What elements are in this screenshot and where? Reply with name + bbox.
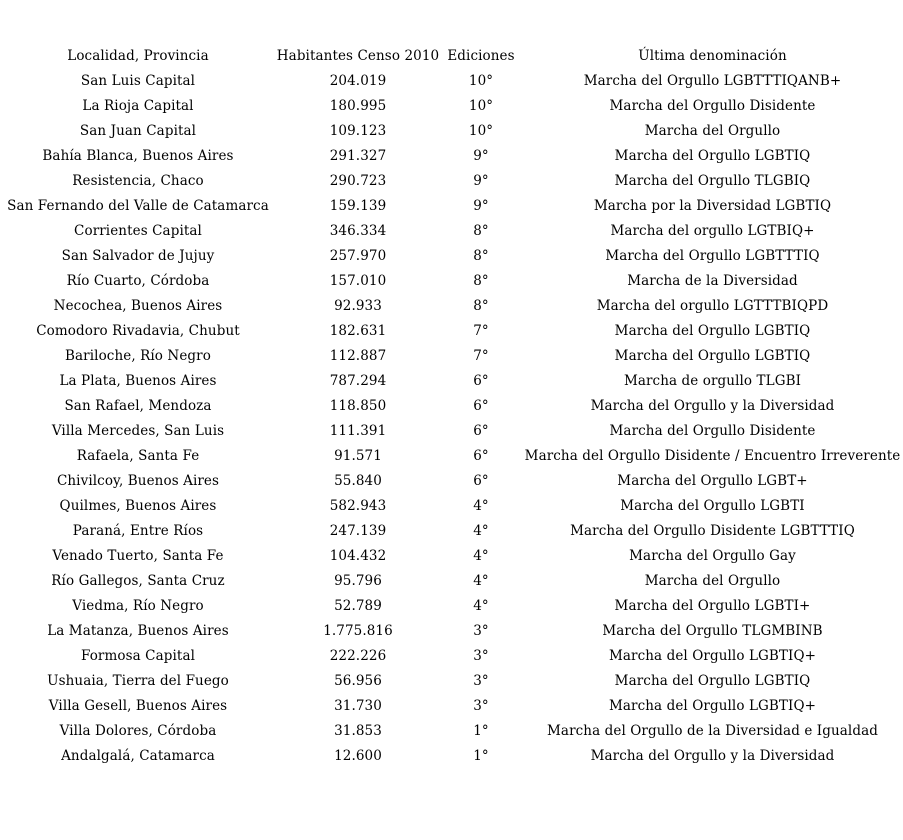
cell-last-name: Marcha del orgullo LGTBIQ+ <box>610 222 815 239</box>
cell-population: 247.139 <box>329 522 387 539</box>
cell-last-name: Marcha del Orgullo LGBTIQ <box>614 672 811 689</box>
table-row <box>0 318 903 343</box>
cell-locality: Paraná, Entre Ríos <box>72 522 204 539</box>
table-row <box>0 393 903 418</box>
table-row <box>0 268 903 293</box>
table-row <box>0 143 903 168</box>
cell-locality: Resistencia, Chaco <box>72 172 204 189</box>
table-row <box>0 68 903 93</box>
table-row <box>0 743 903 768</box>
cell-population: 31.853 <box>334 722 382 739</box>
cell-editions: 6° <box>473 422 489 439</box>
cell-last-name: Marcha del Orgullo y la Diversidad <box>590 747 835 764</box>
table-row <box>0 718 903 743</box>
table-row <box>0 668 903 693</box>
cell-last-name: Marcha del Orgullo <box>644 572 781 589</box>
cell-last-name: Marcha del Orgullo TLGMBINB <box>602 622 823 639</box>
cell-locality: Quilmes, Buenos Aires <box>59 497 217 514</box>
cell-last-name: Marcha del Orgullo LGBTIQ <box>614 347 811 364</box>
header-locality: Localidad, Provincia <box>67 47 209 64</box>
table-row <box>0 643 903 668</box>
cell-editions: 6° <box>473 472 489 489</box>
cell-last-name: Marcha por la Diversidad LGBTIQ <box>593 197 832 214</box>
cell-editions: 6° <box>473 397 489 414</box>
cell-last-name: Marcha del Orgullo Disidente LGBTTTIQ <box>570 522 855 539</box>
cell-last-name: Marcha de la Diversidad <box>627 272 798 289</box>
cell-population: 291.327 <box>329 147 387 164</box>
cell-editions: 4° <box>473 572 489 589</box>
table-row <box>0 418 903 443</box>
header-last-name: Última denominación <box>638 47 787 64</box>
cell-locality: Río Cuarto, Córdoba <box>66 272 210 289</box>
cell-locality: Río Gallegos, Santa Cruz <box>51 572 225 589</box>
cell-editions: 1° <box>473 747 489 764</box>
cell-editions: 8° <box>473 222 489 239</box>
cell-last-name: Marcha del Orgullo Gay <box>629 547 796 564</box>
cell-editions: 8° <box>473 297 489 314</box>
cell-editions: 10° <box>468 72 494 89</box>
cell-editions: 10° <box>468 97 494 114</box>
header-editions: Ediciones <box>447 47 515 64</box>
cell-locality: Corrientes Capital <box>74 222 202 239</box>
cell-last-name: Marcha del Orgullo TLGBIQ <box>614 172 811 189</box>
cell-last-name: Marcha del Orgullo de la Diversidad e Igualdad <box>547 722 878 739</box>
table-row <box>0 593 903 618</box>
table-row <box>0 443 903 468</box>
cell-population: 111.391 <box>329 422 387 439</box>
cell-locality: San Juan Capital <box>79 122 197 139</box>
cell-last-name: Marcha del Orgullo LGBT+ <box>617 472 808 489</box>
table-row <box>0 518 903 543</box>
cell-editions: 4° <box>473 522 489 539</box>
cell-locality: Villa Dolores, Córdoba <box>59 722 217 739</box>
cell-last-name: Marcha del Orgullo LGBTIQ+ <box>608 697 817 714</box>
cell-editions: 7° <box>473 322 489 339</box>
cell-population: 52.789 <box>334 597 382 614</box>
cell-editions: 1° <box>473 722 489 739</box>
cell-population: 204.019 <box>329 72 387 89</box>
cell-population: 118.850 <box>329 397 387 414</box>
cell-population: 582.943 <box>329 497 387 514</box>
cell-last-name: Marcha del Orgullo <box>644 122 781 139</box>
cell-population: 95.796 <box>334 572 382 589</box>
cell-locality: Comodoro Rivadavia, Chubut <box>36 322 240 339</box>
cell-locality: San Rafael, Mendoza <box>64 397 212 414</box>
cell-editions: 10° <box>468 122 494 139</box>
cell-editions: 9° <box>473 197 489 214</box>
cell-editions: 9° <box>473 172 489 189</box>
cell-population: 182.631 <box>329 322 387 339</box>
table-row <box>0 543 903 568</box>
header-row <box>0 43 903 68</box>
cell-locality: Andalgalá, Catamarca <box>61 747 215 764</box>
cell-last-name: Marcha del Orgullo LGBTI <box>620 497 805 514</box>
cell-last-name: Marcha del Orgullo Disidente <box>609 97 816 114</box>
cell-population: 104.432 <box>329 547 387 564</box>
table-row <box>0 368 903 393</box>
cell-population: 55.840 <box>334 472 382 489</box>
cell-population: 787.294 <box>329 372 387 389</box>
table-row <box>0 618 903 643</box>
header-population: Habitantes Censo 2010 <box>276 47 440 64</box>
cell-last-name: Marcha del Orgullo LGBTTTIQANB+ <box>583 72 842 89</box>
table-row <box>0 568 903 593</box>
cell-locality: Necochea, Buenos Aires <box>53 297 223 314</box>
table-row <box>0 218 903 243</box>
cell-last-name: Marcha de orgullo TLGBI <box>623 372 802 389</box>
table-row <box>0 193 903 218</box>
cell-population: 92.933 <box>334 297 382 314</box>
cell-population: 257.970 <box>329 247 387 264</box>
cell-population: 346.334 <box>329 222 387 239</box>
cell-locality: Villa Mercedes, San Luis <box>51 422 225 439</box>
cell-locality: La Rioja Capital <box>82 97 194 114</box>
table-row <box>0 293 903 318</box>
cell-last-name: Marcha del Orgullo LGBTIQ+ <box>608 647 817 664</box>
cell-editions: 9° <box>473 147 489 164</box>
cell-locality: Chivilcoy, Buenos Aires <box>56 472 220 489</box>
cell-locality: Viedma, Río Negro <box>72 597 204 614</box>
cell-locality: Venado Tuerto, Santa Fe <box>52 547 224 564</box>
cell-editions: 6° <box>473 447 489 464</box>
table-row <box>0 693 903 718</box>
cell-editions: 6° <box>473 372 489 389</box>
cell-editions: 3° <box>473 647 489 664</box>
pride-marches-table <box>0 43 903 768</box>
cell-editions: 3° <box>473 697 489 714</box>
table-row <box>0 243 903 268</box>
table-row <box>0 93 903 118</box>
table-body <box>0 68 903 768</box>
cell-editions: 4° <box>473 547 489 564</box>
cell-editions: 3° <box>473 672 489 689</box>
cell-editions: 4° <box>473 597 489 614</box>
cell-locality: Ushuaia, Tierra del Fuego <box>47 672 229 689</box>
cell-last-name: Marcha del Orgullo LGBTIQ <box>614 147 811 164</box>
cell-population: 109.123 <box>329 122 387 139</box>
cell-last-name: Marcha del Orgullo Disidente / Encuentro Irreverente <box>524 447 901 464</box>
cell-locality: La Plata, Buenos Aires <box>59 372 217 389</box>
cell-last-name: Marcha del orgullo LGTTTBIQPD <box>596 297 829 314</box>
cell-editions: 8° <box>473 247 489 264</box>
cell-population: 31.730 <box>334 697 382 714</box>
cell-locality: Villa Gesell, Buenos Aires <box>48 697 228 714</box>
cell-editions: 7° <box>473 347 489 364</box>
cell-locality: La Matanza, Buenos Aires <box>47 622 229 639</box>
cell-locality: San Salvador de Jujuy <box>61 247 215 264</box>
cell-population: 290.723 <box>329 172 387 189</box>
cell-population: 159.139 <box>329 197 387 214</box>
cell-editions: 3° <box>473 622 489 639</box>
cell-locality: Rafaela, Santa Fe <box>76 447 200 464</box>
cell-last-name: Marcha del Orgullo y la Diversidad <box>590 397 835 414</box>
cell-locality: Bariloche, Río Negro <box>65 347 211 364</box>
cell-last-name: Marcha del Orgullo Disidente <box>609 422 816 439</box>
table-row <box>0 118 903 143</box>
table-row <box>0 168 903 193</box>
cell-population: 1.775.816 <box>323 622 393 639</box>
cell-population: 56.956 <box>334 672 382 689</box>
cell-population: 222.226 <box>329 647 387 664</box>
table-row <box>0 493 903 518</box>
cell-population: 112.887 <box>329 347 387 364</box>
cell-locality: San Luis Capital <box>80 72 196 89</box>
cell-population: 180.995 <box>329 97 387 114</box>
cell-locality: San Fernando del Valle de Catamarca <box>7 197 269 214</box>
table-row <box>0 468 903 493</box>
cell-editions: 4° <box>473 497 489 514</box>
cell-population: 12.600 <box>334 747 382 764</box>
table-row <box>0 343 903 368</box>
cell-locality: Formosa Capital <box>80 647 196 664</box>
cell-last-name: Marcha del Orgullo LGBTIQ <box>614 322 811 339</box>
cell-last-name: Marcha del Orgullo LGBTI+ <box>614 597 811 614</box>
cell-population: 91.571 <box>334 447 382 464</box>
cell-locality: Bahía Blanca, Buenos Aires <box>42 147 234 164</box>
cell-editions: 8° <box>473 272 489 289</box>
cell-last-name: Marcha del Orgullo LGBTTTIQ <box>605 247 820 264</box>
cell-population: 157.010 <box>329 272 387 289</box>
